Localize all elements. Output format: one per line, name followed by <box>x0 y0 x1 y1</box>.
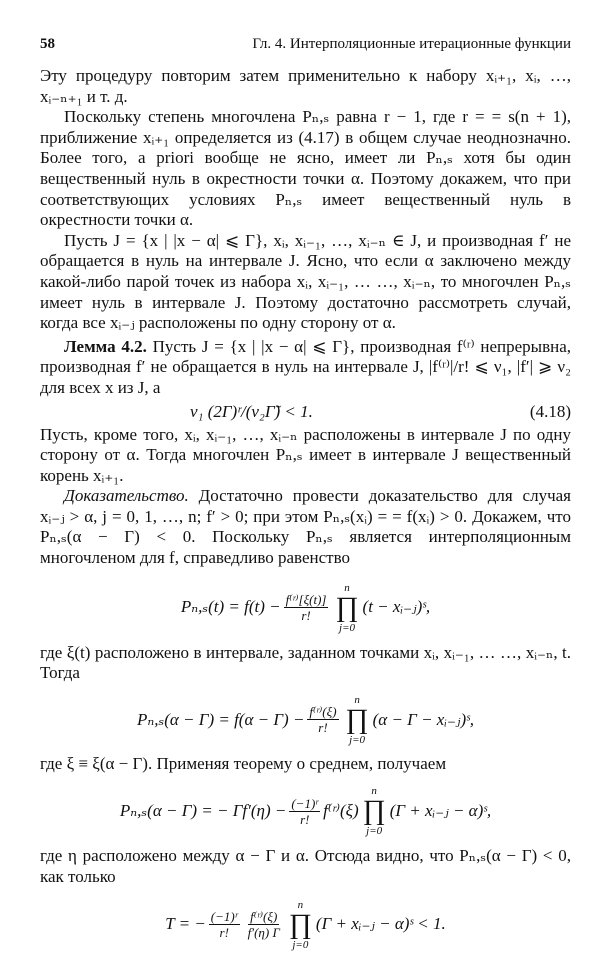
formula-at-alpha-minus-gamma <box>40 686 571 754</box>
formula-1-fraction <box>284 592 329 623</box>
fraction-denominator: r! <box>318 720 328 736</box>
fraction-denominator: r! <box>301 608 311 624</box>
formula-2-rhs: (α − Γ − xᵢ₋ⱼ)ˢ, <box>372 709 475 729</box>
product-symbol: ∏ <box>288 908 312 940</box>
product-lower-limit: j=0 <box>292 938 309 951</box>
product-operator <box>363 785 386 837</box>
product-upper-limit: n <box>344 581 350 594</box>
product-upper-limit: n <box>371 785 377 798</box>
fraction-numerator: (−1)ʳ <box>291 795 319 811</box>
proof-text: Достаточно провести доказательство для случая xᵢ₋ⱼ > α, j = 0, 1, …, n; f′ > 0; при этом Pₙ,ₛ(xᵢ) = = f(xᵢ) > 0. Докажем, что Pₙ,ₛ(α − Γ) < 0. Поскольку Pₙ,ₛ является интерполяционным многочленом для f, справедливо равенство <box>40 486 572 568</box>
formula-2-lhs: Pₙ,ₛ(α − Γ) = f(α − Γ) − <box>136 709 305 729</box>
product-operator <box>289 899 312 951</box>
formula-mean-value <box>40 776 571 846</box>
formula-4-rhs: (Γ + xᵢ₋ⱼ − α)ˢ < 1. <box>315 914 446 934</box>
product-symbol: ∏ <box>345 703 369 735</box>
page-number: 58 <box>40 36 55 52</box>
formula-1-rhs: (t − xᵢ₋ⱼ)ˢ, <box>362 597 431 617</box>
product-operator <box>346 694 369 746</box>
formula-3-fraction <box>289 796 320 827</box>
lemma-label: Лемма 4.2. <box>64 336 147 356</box>
product-symbol: ∏ <box>335 591 359 623</box>
paragraph-7: где ξ(t) расположено в интервале, заданном точками xᵢ, xᵢ₋₁, … …, xᵢ₋ₙ, t. Тогда <box>40 642 571 683</box>
paragraph-8: где ξ ≡ ξ(α − Γ). Применяя теорему о среднем, получаем <box>40 753 447 773</box>
equation-number: (4.18) <box>529 402 571 422</box>
paragraph-9: где η расположено между α − Γ и α. Отсюда видно, что Pₙ,ₛ(α − Γ) < 0, как только <box>40 846 571 887</box>
formula-3-mid: f⁽ʳ⁾(ξ) <box>323 801 359 821</box>
product-lower-limit: j=0 <box>349 733 366 746</box>
proof-label: Доказательство. <box>64 486 189 506</box>
lemma-statement <box>40 337 571 399</box>
fraction-numerator: f⁽ʳ⁾[ξ(t)] <box>285 592 327 608</box>
product-upper-limit: n <box>354 693 360 706</box>
paragraph-2: Поскольку степень многочлена Pₙ,ₛ равна r − 1, где r = = s(n + 1), приближение xᵢ₊₁ определяется из (4.17) в общем случае неоднозначно. Более того, a priori вообще не ясно, имеет ли Pₙ,ₛ хотя бы один вещественный нуль в окрестности точки α. Поэтому докажем, что при соответствующих условиях Pₙ,ₛ имеет вещественный нуль в окрестности точки α. <box>40 107 571 230</box>
fraction-numerator: (−1)ʳ <box>210 909 238 925</box>
fraction-denominator: r! <box>300 811 310 827</box>
paragraph-1: Эту процедуру повторим затем применительно к набору xᵢ₊₁, xᵢ, …, xᵢ₋ₙ₊₁ и т. д. <box>40 66 571 106</box>
running-title: Гл. 4. Интерполяционные итерационные функции <box>252 36 571 52</box>
formula-4-fraction-1 <box>209 909 240 940</box>
product-lower-limit: j=0 <box>339 621 355 634</box>
formula-2-fraction <box>307 704 338 735</box>
paragraph-5: Пусть, кроме того, xᵢ, xᵢ₋₁, …, xᵢ₋ₙ расположены в интервале J по одну сторону от α. Тогда многочлен Pₙ,ₛ имеет в интервале J вещественный корень xᵢ₊₁. <box>40 424 571 485</box>
proof-paragraph <box>40 486 571 568</box>
formula-4-lhs: T = − <box>165 914 206 934</box>
formula-interpolation <box>40 573 571 643</box>
product-lower-limit: j=0 <box>366 825 383 838</box>
lemma-text: Пусть J = {x | |x − α| ⩽ Γ}, производная f⁽ʳ⁾ непрерывна, производная f′ не обращается в нуль на интервале J, |f⁽ʳ⁾|/r! ⩽ ν₁, |f′| ⩾ ν₂ для всех x из J, а <box>40 336 571 397</box>
formula-3-rhs: (Γ + xᵢ₋ⱼ − α)ˢ, <box>389 801 492 821</box>
formula-4-18 <box>40 401 571 425</box>
formula-4-fraction-2 <box>246 909 282 940</box>
fraction-denominator: f′(η) Γ <box>247 925 280 941</box>
paragraph-3: Пусть J = {x | |x − α| ⩽ Γ}, xᵢ, xᵢ₋₁, …, xᵢ₋ₙ ∈ J, и производная f′ не обращается в нуль на интервале J. Ясно, что если α заключено между какой-либо парой точек из набора xᵢ, xᵢ₋₁, … …, xᵢ₋ₙ, то многочлен Pₙ,ₛ имеет нуль в интервале J. Поэтому достаточно рассмотреть случай, когда все xᵢ₋ⱼ расположены по одну сторону от α. <box>40 230 571 333</box>
fraction-numerator: f⁽ʳ⁾(ξ) <box>250 909 278 925</box>
product-upper-limit: n <box>297 898 304 911</box>
page-header <box>40 36 571 53</box>
formula-1-lhs: Pₙ,ₛ(t) = f(t) − <box>180 597 281 617</box>
fraction-numerator: f⁽ʳ⁾(ξ) <box>309 704 337 720</box>
product-operator <box>335 582 358 634</box>
product-symbol: ∏ <box>362 795 386 827</box>
formula-4-18-body: ν₁ (2Γ)ʳ/(ν₂Γ̃) < 1. <box>190 402 313 422</box>
formula-condition-t <box>40 890 571 960</box>
page-body <box>40 66 571 960</box>
fraction-denominator: r! <box>219 925 229 941</box>
formula-3-lhs: Pₙ,ₛ(α − Γ) = − Γf′(η) − <box>119 801 287 821</box>
